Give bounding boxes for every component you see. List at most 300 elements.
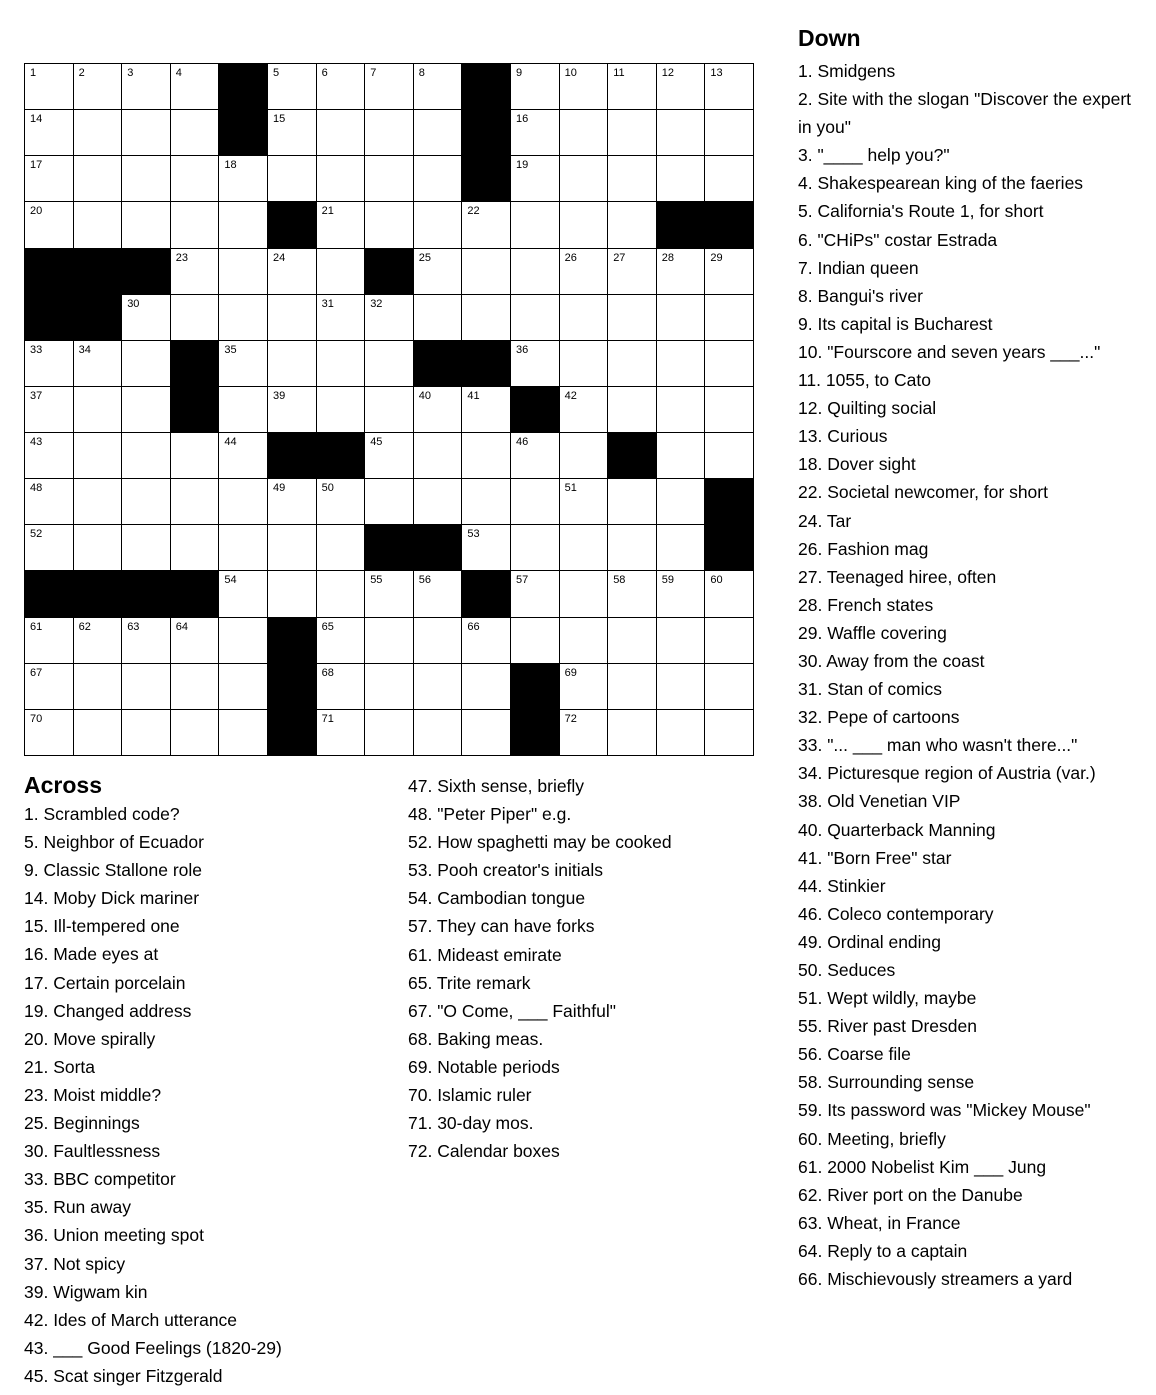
- down-clue: 34. Picturesque region of Austria (var.): [798, 763, 1096, 784]
- grid-cell[interactable]: [414, 618, 463, 664]
- grid-cell[interactable]: [608, 479, 657, 525]
- grid-cell[interactable]: [171, 202, 220, 248]
- black-square: [122, 571, 171, 617]
- grid-cell[interactable]: [268, 341, 317, 387]
- clue-number: 21: [321, 205, 334, 218]
- clue-number: 9: [515, 67, 523, 79]
- grid-cell[interactable]: [171, 249, 220, 295]
- down-clue: 44. Stinkier: [798, 875, 886, 896]
- down-clue: 6. "CHiPs" costar Estrada: [798, 229, 998, 250]
- across-clue: 30. Faultlessness: [24, 1141, 161, 1162]
- grid-cell[interactable]: [317, 249, 366, 295]
- grid-cell[interactable]: [171, 479, 220, 525]
- clue-number: 51: [564, 482, 577, 495]
- grid-cell[interactable]: [511, 571, 560, 617]
- down-clue: 58. Surrounding sense: [798, 1072, 975, 1093]
- across-clue: 25. Beginnings: [24, 1113, 140, 1134]
- grid-cell[interactable]: [705, 110, 754, 156]
- grid-cell[interactable]: [608, 387, 657, 433]
- grid-cell[interactable]: [74, 479, 123, 525]
- grid-cell[interactable]: [25, 387, 74, 433]
- grid-cell[interactable]: [122, 156, 171, 202]
- grid-cell[interactable]: [317, 710, 366, 756]
- down-clue: 32. Pepe of cartoons: [798, 707, 960, 728]
- grid-cell[interactable]: [317, 387, 366, 433]
- grid-cell[interactable]: [511, 110, 560, 156]
- clue-number: 63: [127, 620, 140, 633]
- down-clue: 59. Its password was "Mickey Mouse": [798, 1100, 1091, 1121]
- black-square: [462, 571, 511, 617]
- grid-cell[interactable]: [317, 202, 366, 248]
- grid-cell[interactable]: [608, 525, 657, 571]
- grid-cell[interactable]: [317, 341, 366, 387]
- clue-number: 13: [710, 67, 723, 79]
- grid-cell[interactable]: [219, 202, 268, 248]
- grid-cell[interactable]: [608, 249, 657, 295]
- clue-number: 1: [30, 67, 37, 79]
- grid-cell[interactable]: [414, 156, 463, 202]
- grid-cell[interactable]: [511, 479, 560, 525]
- grid-cell[interactable]: [657, 433, 706, 479]
- across-clue-list-column-2: [408, 772, 672, 1165]
- grid-cell[interactable]: [657, 110, 706, 156]
- grid-cell[interactable]: [171, 156, 220, 202]
- grid-cell[interactable]: [219, 433, 268, 479]
- grid-cell[interactable]: [317, 64, 366, 110]
- grid-cell[interactable]: [560, 618, 609, 664]
- grid-cell[interactable]: [560, 525, 609, 571]
- black-square: [74, 295, 123, 341]
- grid-cell[interactable]: [560, 249, 609, 295]
- grid-cell[interactable]: [414, 571, 463, 617]
- grid-cell[interactable]: [25, 479, 74, 525]
- grid-cell[interactable]: [219, 249, 268, 295]
- down-clue-list: [798, 57, 1143, 1293]
- grid-cell[interactable]: [219, 479, 268, 525]
- grid-cell[interactable]: [219, 710, 268, 756]
- grid-cell[interactable]: [462, 618, 511, 664]
- grid-cell[interactable]: [219, 341, 268, 387]
- grid-cell[interactable]: [268, 249, 317, 295]
- grid-cell[interactable]: [365, 110, 414, 156]
- grid-cell[interactable]: [365, 618, 414, 664]
- grid-cell[interactable]: [25, 156, 74, 202]
- grid-cell[interactable]: [171, 710, 220, 756]
- grid-cell[interactable]: [365, 156, 414, 202]
- grid-cell[interactable]: [74, 110, 123, 156]
- grid-cell[interactable]: [657, 618, 706, 664]
- grid-cell[interactable]: [560, 64, 609, 110]
- grid-cell[interactable]: [317, 110, 366, 156]
- across-clue: 16. Made eyes at: [24, 944, 159, 965]
- grid-cell[interactable]: [511, 433, 560, 479]
- black-square: [511, 710, 560, 756]
- black-square: [25, 295, 74, 341]
- grid-cell[interactable]: [365, 664, 414, 710]
- clue-number: 41: [467, 389, 480, 402]
- clue-number: 4: [175, 67, 182, 79]
- clue-number: 53: [467, 528, 480, 541]
- grid-cell[interactable]: [608, 295, 657, 341]
- grid-cell[interactable]: [705, 710, 754, 756]
- grid-cell[interactable]: [462, 295, 511, 341]
- grid-cell[interactable]: [74, 341, 123, 387]
- grid-cell[interactable]: [657, 387, 706, 433]
- grid-cell[interactable]: [25, 618, 74, 664]
- grid-cell[interactable]: [122, 664, 171, 710]
- grid-cell[interactable]: [462, 664, 511, 710]
- black-square: [219, 64, 268, 110]
- grid-cell[interactable]: [268, 525, 317, 571]
- grid-cell[interactable]: [414, 664, 463, 710]
- grid-cell[interactable]: [657, 156, 706, 202]
- grid-cell[interactable]: [560, 571, 609, 617]
- down-clue: 55. River past Dresden: [798, 1016, 977, 1037]
- grid-cell[interactable]: [74, 664, 123, 710]
- grid-cell[interactable]: [317, 664, 366, 710]
- across-clue: 68. Baking meas.: [408, 1028, 544, 1049]
- grid-cell[interactable]: [171, 64, 220, 110]
- grid-cell[interactable]: [219, 156, 268, 202]
- grid-cell[interactable]: [608, 710, 657, 756]
- grid-cell[interactable]: [608, 618, 657, 664]
- down-clue: 3. "____ help you?": [798, 145, 950, 166]
- grid-cell[interactable]: [74, 618, 123, 664]
- grid-cell[interactable]: [268, 156, 317, 202]
- down-clue: 1. Smidgens: [798, 61, 896, 81]
- black-square: [705, 479, 754, 525]
- grid-cell[interactable]: [414, 64, 463, 110]
- grid-cell[interactable]: [317, 571, 366, 617]
- clue-number: 45: [370, 436, 383, 449]
- grid-cell[interactable]: [657, 341, 706, 387]
- grid-cell[interactable]: [462, 249, 511, 295]
- grid-cell[interactable]: [462, 479, 511, 525]
- grid-cell[interactable]: [317, 618, 366, 664]
- down-clue: 18. Dover sight: [798, 454, 916, 475]
- clue-number: 67: [30, 666, 43, 679]
- grid-cell[interactable]: [414, 433, 463, 479]
- black-square: [74, 571, 123, 617]
- grid-cell[interactable]: [268, 64, 317, 110]
- grid-cell[interactable]: [608, 571, 657, 617]
- grid-cell[interactable]: [560, 479, 609, 525]
- grid-cell[interactable]: [219, 618, 268, 664]
- grid-cell[interactable]: [511, 618, 560, 664]
- grid-cell[interactable]: [122, 433, 171, 479]
- grid-cell[interactable]: [608, 202, 657, 248]
- grid-cell[interactable]: [705, 64, 754, 110]
- grid-cell[interactable]: [608, 156, 657, 202]
- clue-number: 69: [564, 666, 577, 679]
- down-clue: 60. Meeting, briefly: [798, 1128, 946, 1149]
- grid-cell[interactable]: [705, 295, 754, 341]
- black-square: [414, 341, 463, 387]
- down-clue: 13. Curious: [798, 426, 888, 447]
- down-clue: 7. Indian queen: [798, 257, 919, 278]
- grid-cell[interactable]: [365, 387, 414, 433]
- across-heading: Across: [24, 772, 102, 798]
- grid-cell[interactable]: [414, 295, 463, 341]
- across-clue: 47. Sixth sense, briefly: [408, 776, 585, 796]
- grid-cell[interactable]: [705, 571, 754, 617]
- grid-cell[interactable]: [511, 249, 560, 295]
- down-clue: 9. Its capital is Bucharest: [798, 313, 993, 334]
- grid-cell[interactable]: [122, 110, 171, 156]
- grid-cell[interactable]: [122, 710, 171, 756]
- grid-cell[interactable]: [268, 110, 317, 156]
- grid-cell[interactable]: [25, 341, 74, 387]
- down-clue: 38. Old Venetian VIP: [798, 791, 961, 812]
- grid-cell[interactable]: [560, 341, 609, 387]
- black-square: [511, 664, 560, 710]
- black-square: [74, 249, 123, 295]
- grid-cell[interactable]: [414, 249, 463, 295]
- grid-cell[interactable]: [268, 571, 317, 617]
- grid-cell[interactable]: [122, 341, 171, 387]
- black-square: [657, 202, 706, 248]
- grid-cell[interactable]: [25, 525, 74, 571]
- grid-cell[interactable]: [608, 664, 657, 710]
- grid-cell[interactable]: [365, 479, 414, 525]
- grid-cell[interactable]: [608, 64, 657, 110]
- black-square: [365, 249, 414, 295]
- down-clue: 50. Seduces: [798, 960, 896, 980]
- grid-cell[interactable]: [705, 387, 754, 433]
- grid-cell[interactable]: [462, 387, 511, 433]
- grid-cell[interactable]: [657, 249, 706, 295]
- black-square: [317, 433, 366, 479]
- crossword-grid: [24, 63, 754, 756]
- grid-cell[interactable]: [219, 295, 268, 341]
- across-clue: 69. Notable periods: [408, 1056, 560, 1077]
- grid-cell[interactable]: [705, 664, 754, 710]
- grid-cell[interactable]: [25, 110, 74, 156]
- down-clue: 10. "Fourscore and seven years ___...": [798, 341, 1101, 362]
- clue-number: 33: [30, 343, 43, 356]
- down-clue: 4. Shakespearean king of the faeries: [798, 173, 1084, 194]
- clue-number: 57: [515, 574, 529, 587]
- across-clue: 1. Scrambled code?: [24, 804, 180, 824]
- grid-cell[interactable]: [219, 387, 268, 433]
- clue-number: 46: [515, 436, 529, 449]
- clue-number: 62: [78, 620, 91, 633]
- grid-cell[interactable]: [657, 295, 706, 341]
- grid-cell[interactable]: [25, 433, 74, 479]
- grid-cell[interactable]: [414, 110, 463, 156]
- grid-cell[interactable]: [365, 202, 414, 248]
- clue-number: 11: [613, 67, 625, 79]
- grid-cell[interactable]: [317, 479, 366, 525]
- grid-cell[interactable]: [219, 664, 268, 710]
- clue-number: 68: [321, 666, 334, 679]
- grid-cell[interactable]: [365, 571, 414, 617]
- grid-cell[interactable]: [511, 64, 560, 110]
- clue-number: 49: [272, 482, 286, 495]
- clue-number: 31: [321, 297, 334, 310]
- grid-cell[interactable]: [657, 664, 706, 710]
- grid-cell[interactable]: [560, 387, 609, 433]
- black-square: [268, 710, 317, 756]
- grid-cell[interactable]: [268, 295, 317, 341]
- down-clue: 46. Coleco contemporary: [798, 903, 994, 924]
- grid-cell[interactable]: [317, 295, 366, 341]
- grid-cell[interactable]: [171, 525, 220, 571]
- down-clue: 56. Coarse file: [798, 1044, 911, 1065]
- grid-cell[interactable]: [511, 341, 560, 387]
- across-clue: 57. They can have forks: [408, 916, 595, 937]
- grid-cell[interactable]: [462, 433, 511, 479]
- grid-cell[interactable]: [25, 202, 74, 248]
- clue-number: 47: [613, 436, 626, 449]
- clue-number: 39: [272, 389, 286, 402]
- down-clue: 63. Wheat, in France: [798, 1212, 961, 1233]
- clue-number: 37: [30, 389, 43, 402]
- grid-cell[interactable]: [122, 479, 171, 525]
- clue-number: 18: [224, 159, 237, 172]
- grid-cell[interactable]: [511, 295, 560, 341]
- grid-cell[interactable]: [219, 571, 268, 617]
- down-clue: 27. Teenaged hiree, often: [798, 566, 997, 587]
- clue-number: 35: [224, 343, 237, 356]
- grid-cell[interactable]: [511, 525, 560, 571]
- grid-cell[interactable]: [414, 387, 463, 433]
- grid-cell[interactable]: [560, 710, 609, 756]
- grid-cell[interactable]: [365, 433, 414, 479]
- grid-cell[interactable]: [25, 710, 74, 756]
- clue-number: 15: [272, 113, 286, 126]
- grid-cell[interactable]: [365, 295, 414, 341]
- clue-number: 32: [370, 297, 383, 310]
- grid-cell[interactable]: [365, 341, 414, 387]
- grid-cell[interactable]: [268, 387, 317, 433]
- clue-number: 10: [564, 67, 577, 79]
- clue-number: 30: [127, 297, 140, 310]
- clue-number: 59: [661, 574, 675, 587]
- across-clue: 9. Classic Stallone role: [24, 860, 202, 881]
- grid-cell[interactable]: [511, 202, 560, 248]
- grid-cell[interactable]: [25, 64, 74, 110]
- grid-cell[interactable]: [74, 710, 123, 756]
- grid-cell[interactable]: [560, 156, 609, 202]
- black-square: [171, 387, 220, 433]
- grid-cell[interactable]: [705, 341, 754, 387]
- grid-cell[interactable]: [171, 618, 220, 664]
- clue-number: 44: [224, 436, 237, 449]
- down-clue: 31. Stan of comics: [798, 679, 942, 700]
- grid-cell[interactable]: [171, 433, 220, 479]
- grid-cell[interactable]: [74, 525, 123, 571]
- grid-cell[interactable]: [317, 525, 366, 571]
- grid-cell[interactable]: [122, 387, 171, 433]
- grid-cell[interactable]: [171, 295, 220, 341]
- grid-cell[interactable]: [560, 295, 609, 341]
- grid-cell[interactable]: [122, 295, 171, 341]
- grid-cell[interactable]: [560, 110, 609, 156]
- clue-number: 26: [564, 251, 577, 264]
- grid-cell[interactable]: [171, 110, 220, 156]
- grid-cell[interactable]: [705, 433, 754, 479]
- grid-cell[interactable]: [122, 202, 171, 248]
- grid-cell[interactable]: [608, 110, 657, 156]
- grid-cell[interactable]: [365, 710, 414, 756]
- clue-number: 43: [30, 436, 43, 449]
- clue-number: 3: [127, 67, 134, 79]
- grid-cell[interactable]: [74, 202, 123, 248]
- grid-cell[interactable]: [657, 525, 706, 571]
- grid-cell[interactable]: [25, 664, 74, 710]
- grid-cell[interactable]: [74, 387, 123, 433]
- grid-cell[interactable]: [462, 525, 511, 571]
- grid-cell[interactable]: [414, 202, 463, 248]
- grid-cell[interactable]: [122, 525, 171, 571]
- grid-cell[interactable]: [560, 664, 609, 710]
- across-clue: 53. Pooh creator's initials: [408, 860, 603, 881]
- black-square: [219, 110, 268, 156]
- black-square: [414, 525, 463, 571]
- grid-cell[interactable]: [705, 618, 754, 664]
- clue-number: 54: [224, 574, 237, 587]
- grid-cell[interactable]: [560, 433, 609, 479]
- grid-cell[interactable]: [219, 525, 268, 571]
- down-clue: 40. Quarterback Manning: [798, 819, 996, 840]
- across-clue: 14. Moby Dick mariner: [24, 888, 200, 909]
- grid-cell[interactable]: [657, 479, 706, 525]
- clue-number: 66: [467, 620, 480, 633]
- down-clue: 61. 2000 Nobelist Kim ___ Jung: [798, 1156, 1047, 1177]
- clue-number: 29: [710, 251, 723, 264]
- grid-cell[interactable]: [171, 664, 220, 710]
- grid-cell[interactable]: [122, 618, 171, 664]
- grid-cell[interactable]: [414, 479, 463, 525]
- clue-number: 48: [30, 482, 43, 495]
- clue-number: 12: [661, 67, 675, 79]
- grid-cell[interactable]: [122, 64, 171, 110]
- down-clue: 8. Bangui's river: [798, 285, 923, 306]
- across-clue: 39. Wigwam kin: [24, 1281, 148, 1302]
- clue-number: 65: [321, 620, 334, 633]
- down-clue: 64. Reply to a captain: [798, 1240, 968, 1261]
- down-clue: 29. Waffle covering: [798, 622, 947, 643]
- grid-cell[interactable]: [462, 710, 511, 756]
- grid-cell[interactable]: [268, 479, 317, 525]
- across-clue: 36. Union meeting spot: [24, 1225, 204, 1246]
- grid-cell[interactable]: [657, 571, 706, 617]
- clue-number: 64: [175, 620, 189, 633]
- black-square: [122, 249, 171, 295]
- grid-cell[interactable]: [317, 156, 366, 202]
- clue-number: 50: [321, 482, 334, 495]
- down-clue: 33. "... ___ man who wasn't there...": [798, 735, 1078, 756]
- grid-cell[interactable]: [462, 202, 511, 248]
- grid-cell[interactable]: [705, 249, 754, 295]
- grid-cell[interactable]: [365, 64, 414, 110]
- across-clue-list-column-1: [24, 800, 282, 1390]
- grid-cell[interactable]: [74, 156, 123, 202]
- grid-cell[interactable]: [705, 156, 754, 202]
- grid-cell[interactable]: [608, 341, 657, 387]
- grid-cell[interactable]: [560, 202, 609, 248]
- grid-cell[interactable]: [414, 710, 463, 756]
- grid-cell[interactable]: [657, 710, 706, 756]
- clue-number: 56: [418, 574, 432, 587]
- down-clue: 12. Quilting social: [798, 398, 937, 419]
- grid-cell[interactable]: [74, 433, 123, 479]
- clue-number: 28: [661, 251, 675, 264]
- grid-cell[interactable]: [511, 156, 560, 202]
- grid-cell[interactable]: [657, 64, 706, 110]
- grid-cell[interactable]: [74, 64, 123, 110]
